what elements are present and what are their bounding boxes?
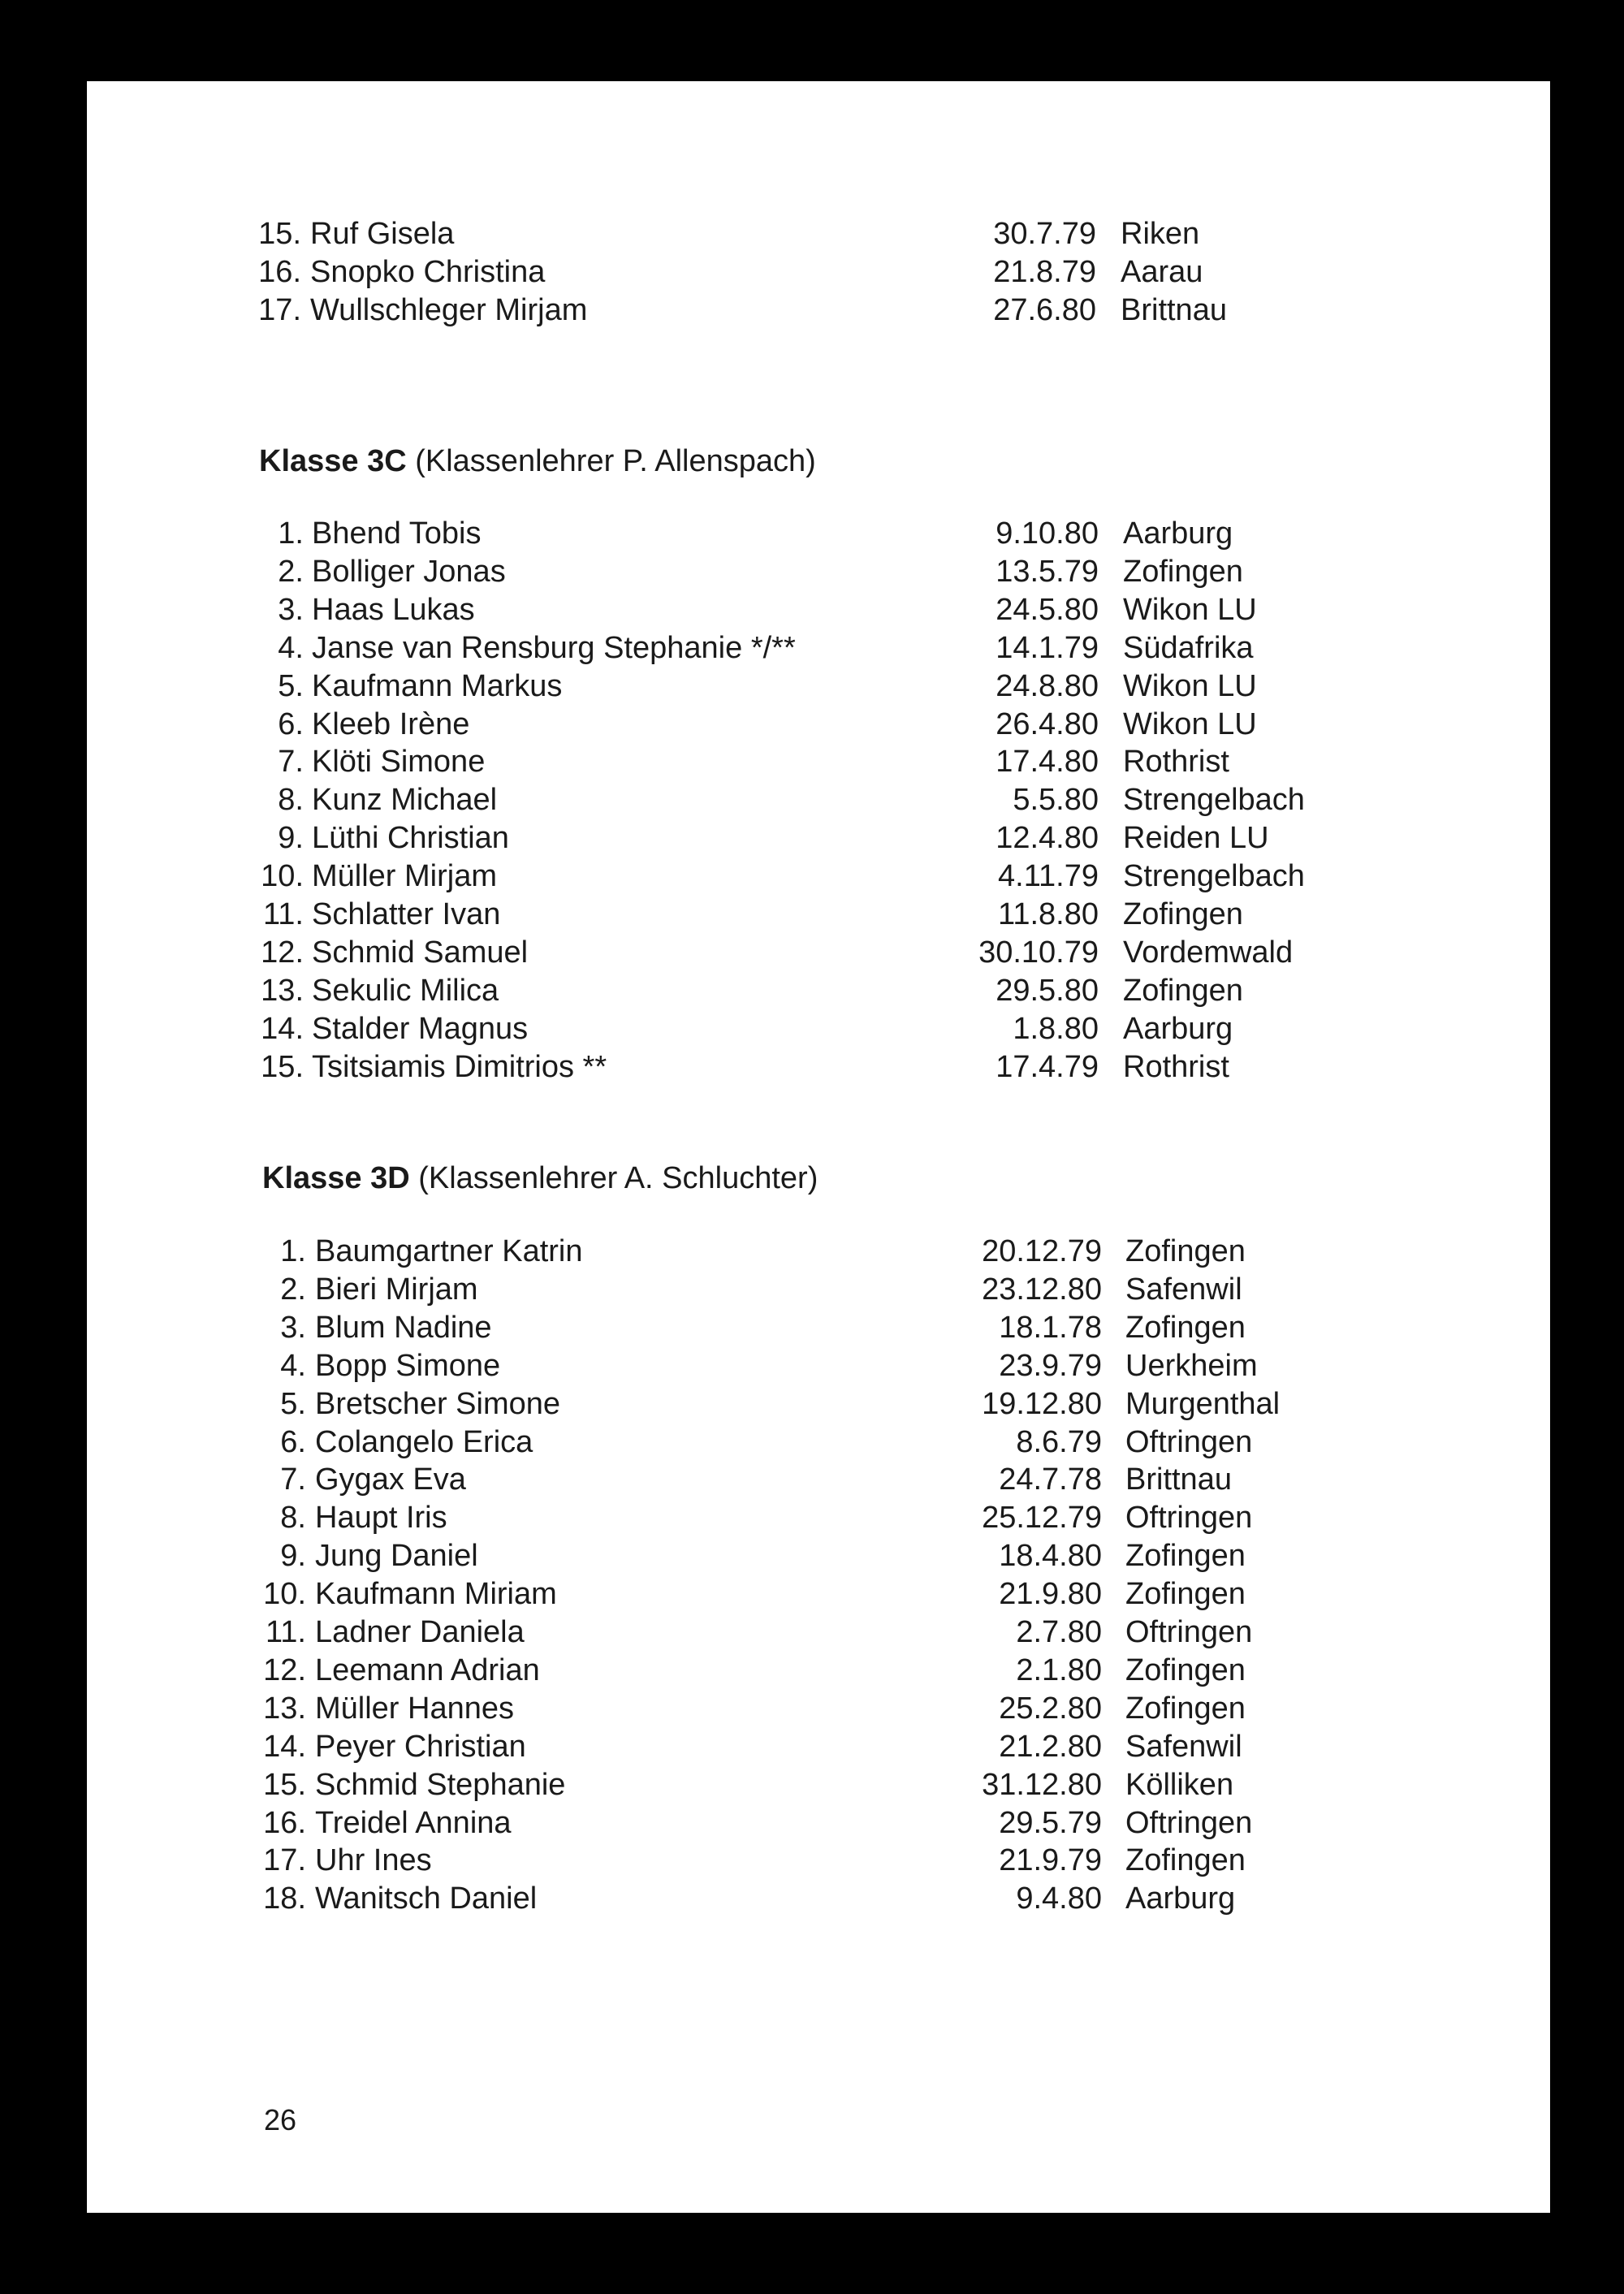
student-name: Baumgartner Katrin (315, 1234, 583, 1268)
hometown: Brittnau (1121, 293, 1227, 327)
hometown: Oftringen (1125, 1424, 1253, 1459)
hometown: Zofingen (1125, 1539, 1246, 1574)
class-teacher: (Klassenlehrer P. Allenspach) (415, 444, 816, 478)
row-number: 7. (278, 745, 304, 780)
class-teacher: (Klassenlehrer A. Schluchter) (418, 1161, 818, 1195)
row-number: 8. (278, 783, 304, 818)
student-name: Treidel Annina (315, 1805, 512, 1840)
document-page (87, 81, 1550, 2213)
hometown: Riken (1121, 217, 1200, 251)
hometown: Zofingen (1125, 1234, 1246, 1268)
row-number: 15. (261, 1049, 304, 1084)
hometown: Aarburg (1125, 1881, 1236, 1916)
student-name: Kaufmann Markus (312, 668, 563, 703)
page-number: 26 (264, 2103, 297, 2136)
row-number: 5. (278, 668, 304, 703)
row-number: 11. (262, 897, 304, 931)
student-name: Schlatter Ivan (312, 897, 501, 931)
birth-date: 29.5.80 (996, 973, 1099, 1008)
hometown: Zofingen (1125, 1577, 1246, 1612)
hometown: Zofingen (1123, 973, 1243, 1008)
student-name: Peyer Christian (315, 1729, 526, 1764)
birth-date: 24.5.80 (996, 592, 1099, 627)
row-number: 15. (258, 217, 301, 251)
row-number: 11. (265, 1615, 306, 1649)
birth-date: 2.7.80 (1016, 1615, 1102, 1649)
row-number: 16. (258, 255, 301, 289)
student-name: Kunz Michael (312, 783, 498, 818)
row-number: 18. (263, 1881, 306, 1916)
hometown: Zofingen (1123, 897, 1243, 931)
hometown: Safenwil (1125, 1729, 1242, 1764)
student-name: Müller Mirjam (312, 859, 497, 894)
birth-date: 23.9.79 (999, 1348, 1102, 1383)
birth-date: 8.6.79 (1016, 1424, 1102, 1459)
row-number: 14. (263, 1729, 306, 1764)
student-name: Stalder Magnus (312, 1011, 529, 1046)
hometown: Aarburg (1123, 516, 1233, 551)
birth-date: 17.4.79 (996, 1049, 1099, 1084)
hometown: Zofingen (1125, 1843, 1246, 1878)
row-number: 7. (280, 1462, 306, 1497)
hometown: Brittnau (1125, 1462, 1232, 1497)
row-number: 9. (278, 821, 304, 856)
row-number: 3. (278, 592, 304, 627)
hometown: Rothrist (1123, 1049, 1229, 1084)
student-name: Tsitsiamis Dimitrios ** (312, 1049, 607, 1084)
hometown: Südafrika (1123, 630, 1254, 665)
row-number: 14. (261, 1011, 304, 1046)
student-name: Schmid Stephanie (315, 1767, 566, 1802)
row-number: 4. (278, 630, 304, 665)
hometown: Uerkheim (1125, 1348, 1258, 1383)
student-name: Kaufmann Miriam (315, 1577, 557, 1612)
student-name: Sekulic Milica (312, 973, 499, 1008)
birth-date: 5.5.80 (1013, 783, 1099, 818)
row-number: 17. (258, 293, 301, 327)
birth-date: 21.2.80 (999, 1729, 1102, 1764)
hometown: Strengelbach (1123, 859, 1305, 894)
hometown: Zofingen (1125, 1310, 1246, 1345)
row-number: 10. (261, 859, 304, 894)
row-number: 12. (263, 1652, 306, 1687)
class-3d-heading (262, 1159, 818, 1198)
hometown: Wikon LU (1123, 592, 1257, 627)
student-name: Klöti Simone (312, 745, 486, 780)
hometown: Oftringen (1125, 1501, 1253, 1536)
student-name: Wullschleger Mirjam (310, 293, 588, 327)
hometown: Oftringen (1125, 1615, 1253, 1649)
birth-date: 18.4.80 (999, 1539, 1102, 1574)
class-title: Klasse 3C (259, 444, 407, 478)
birth-date: 9.10.80 (996, 516, 1099, 551)
birth-date: 21.9.80 (999, 1577, 1102, 1612)
student-name: Bolliger Jonas (312, 554, 506, 589)
row-number: 3. (280, 1310, 306, 1345)
birth-date: 21.8.79 (993, 255, 1096, 289)
birth-date: 26.4.80 (996, 706, 1099, 741)
hometown: Wikon LU (1123, 668, 1257, 703)
row-number: 15. (263, 1767, 306, 1802)
hometown: Vordemwald (1123, 935, 1294, 970)
birth-date: 30.7.79 (993, 217, 1096, 251)
student-name: Bieri Mirjam (315, 1272, 478, 1307)
birth-date: 23.12.80 (982, 1272, 1102, 1307)
birth-date: 25.12.79 (982, 1501, 1102, 1536)
row-number: 13. (261, 973, 304, 1008)
row-number: 12. (261, 935, 304, 970)
hometown: Aarburg (1123, 1011, 1233, 1046)
birth-date: 4.11.79 (998, 859, 1099, 894)
row-number: 17. (263, 1843, 306, 1878)
row-number: 5. (280, 1386, 306, 1421)
hometown: Oftringen (1125, 1805, 1253, 1840)
birth-date: 2.1.80 (1016, 1652, 1102, 1687)
birth-date: 30.10.79 (978, 935, 1099, 970)
birth-date: 31.12.80 (982, 1767, 1102, 1802)
student-name: Snopko Christina (310, 255, 546, 289)
birth-date: 12.4.80 (996, 821, 1099, 856)
student-name: Jung Daniel (315, 1539, 478, 1574)
student-name: Lüthi Christian (312, 821, 509, 856)
student-name: Ladner Daniela (315, 1615, 525, 1649)
birth-date: 21.9.79 (999, 1843, 1102, 1878)
birth-date: 18.1.78 (999, 1310, 1102, 1345)
birth-date: 19.12.80 (982, 1386, 1102, 1421)
hometown: Murgenthal (1125, 1386, 1281, 1421)
hometown: Strengelbach (1123, 783, 1305, 818)
student-name: Bretscher Simone (315, 1386, 561, 1421)
birth-date: 25.2.80 (999, 1691, 1102, 1726)
birth-date: 1.8.80 (1013, 1011, 1099, 1046)
hometown: Safenwil (1125, 1272, 1242, 1307)
row-number: 16. (263, 1805, 306, 1840)
hometown: Zofingen (1125, 1691, 1246, 1726)
hometown: Zofingen (1125, 1652, 1246, 1687)
row-number: 4. (280, 1348, 306, 1383)
row-number: 6. (278, 706, 304, 741)
row-number: 2. (280, 1272, 306, 1307)
hometown: Aarau (1121, 255, 1203, 289)
row-number: 8. (280, 1501, 306, 1536)
birth-date: 27.6.80 (993, 293, 1096, 327)
student-name: Haupt Iris (315, 1501, 447, 1536)
hometown: Kölliken (1125, 1767, 1234, 1802)
row-number: 2. (278, 554, 304, 589)
student-name: Gygax Eva (315, 1462, 466, 1497)
student-name: Leemann Adrian (315, 1652, 540, 1687)
hometown: Reiden LU (1123, 821, 1269, 856)
birth-date: 14.1.79 (996, 630, 1099, 665)
student-name: Müller Hannes (315, 1691, 514, 1726)
student-name: Bopp Simone (315, 1348, 501, 1383)
student-name: Janse van Rensburg Stephanie */** (312, 630, 796, 665)
class-3c-heading (259, 442, 816, 481)
birth-date: 24.8.80 (996, 668, 1099, 703)
birth-date: 13.5.79 (996, 554, 1099, 589)
birth-date: 11.8.80 (998, 897, 1099, 931)
row-number: 9. (280, 1539, 306, 1574)
row-number: 6. (280, 1424, 306, 1459)
hometown: Wikon LU (1123, 706, 1257, 741)
row-number: 10. (263, 1577, 306, 1612)
row-number: 1. (278, 516, 304, 551)
birth-date: 29.5.79 (999, 1805, 1102, 1840)
student-name: Ruf Gisela (310, 217, 455, 251)
birth-date: 9.4.80 (1016, 1881, 1102, 1916)
student-name: Blum Nadine (315, 1310, 492, 1345)
student-name: Wanitsch Daniel (315, 1881, 538, 1916)
birth-date: 20.12.79 (982, 1234, 1102, 1268)
birth-date: 24.7.78 (999, 1462, 1102, 1497)
student-name: Kleeb Irène (312, 706, 470, 741)
student-name: Schmid Samuel (312, 935, 529, 970)
student-name: Bhend Tobis (312, 516, 482, 551)
birth-date: 17.4.80 (996, 745, 1099, 780)
student-name: Colangelo Erica (315, 1424, 533, 1459)
student-name: Haas Lukas (312, 592, 475, 627)
hometown: Rothrist (1123, 745, 1229, 780)
class-title: Klasse 3D (262, 1161, 410, 1195)
row-number: 13. (263, 1691, 306, 1726)
hometown: Zofingen (1123, 554, 1243, 589)
student-name: Uhr Ines (315, 1843, 432, 1878)
row-number: 1. (280, 1234, 306, 1268)
